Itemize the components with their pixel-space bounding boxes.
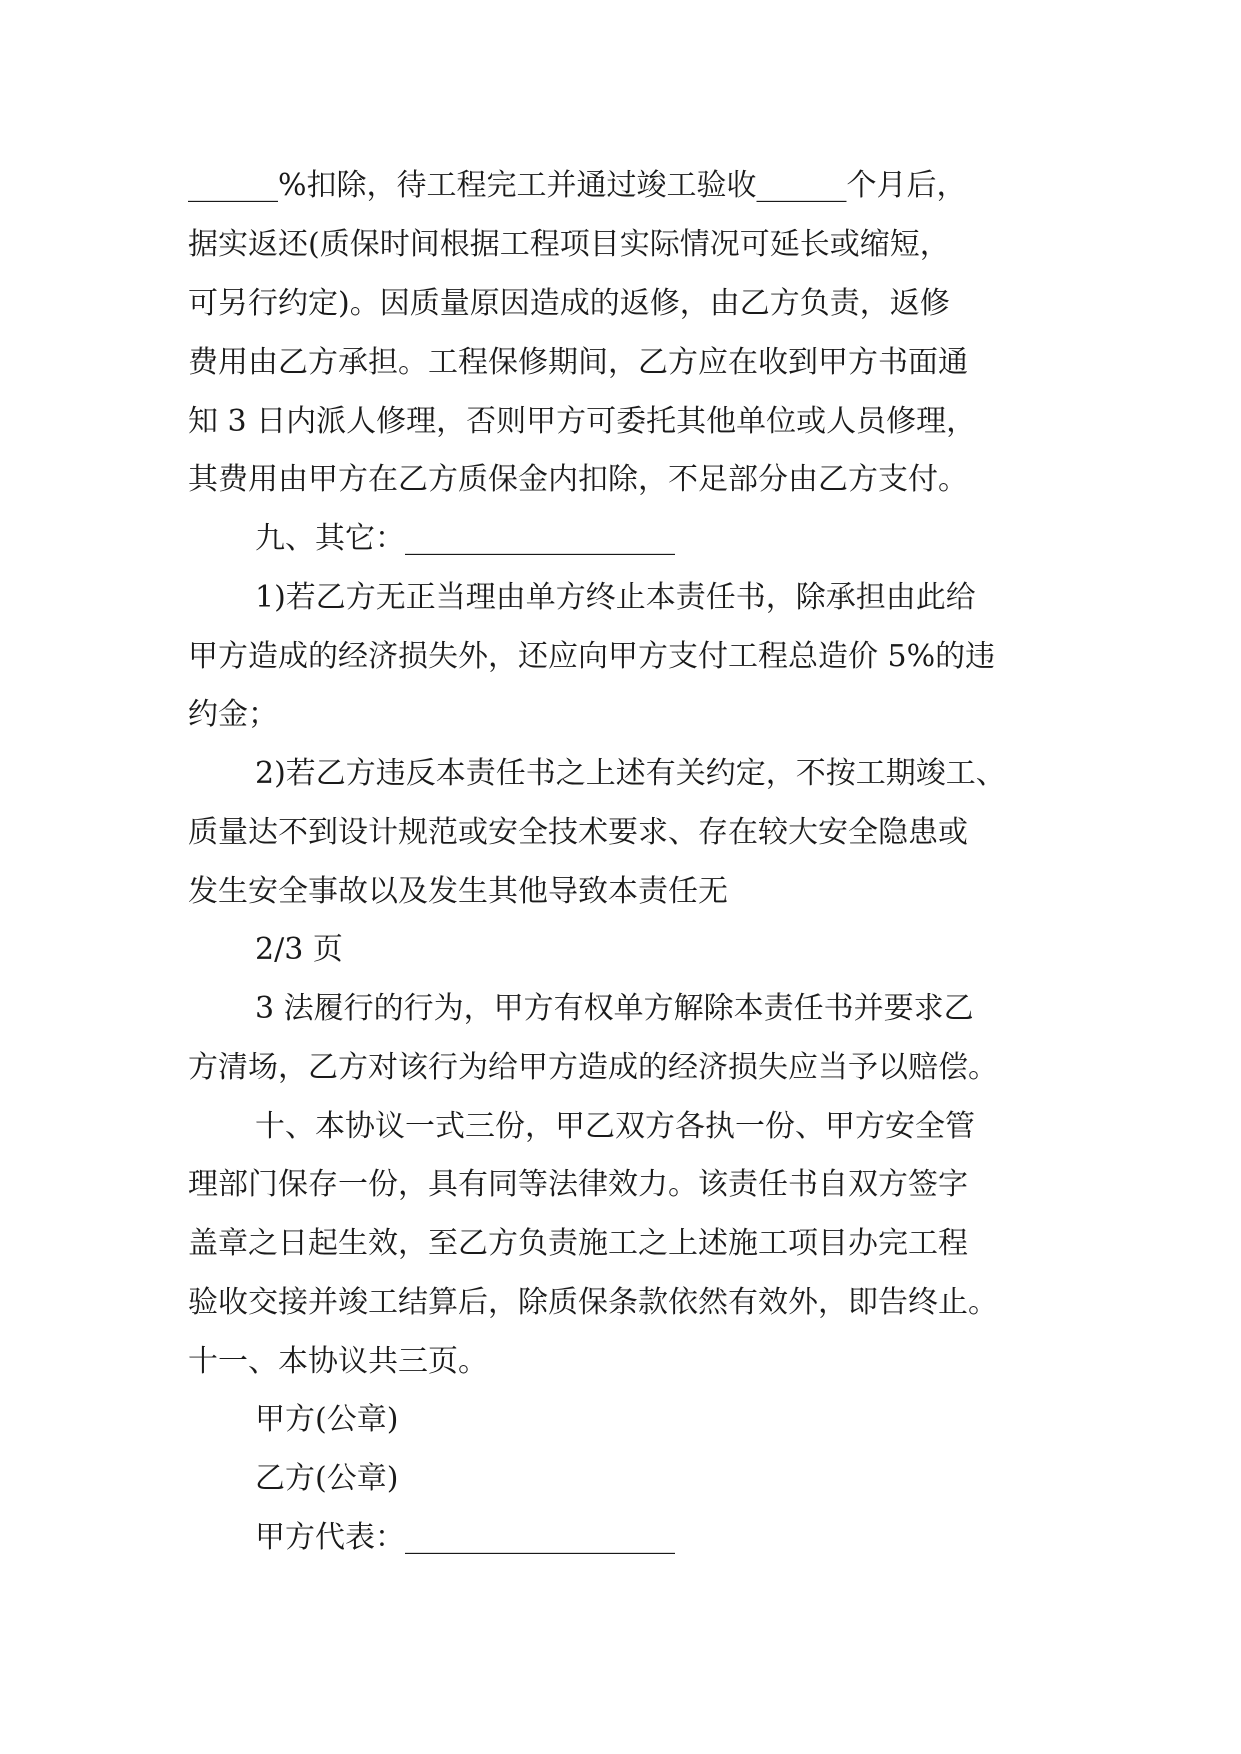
text-line: 验收交接并竣工结算后，除质保条款依然有效外，即告终止。 — [188, 1285, 998, 1320]
text-line: 质量达不到设计规范或安全技术要求、存在较大安全隐患或 — [188, 815, 968, 850]
text-line: 甲方造成的经济损失外，还应向甲方支付工程总造价 5%的违 — [188, 639, 996, 674]
text-line: 3 法履行的行为，甲方有权单方解除本责任书并要求乙 — [255, 991, 974, 1026]
clause-1: 1)若乙方无正当理由单方终止本责任书，除承担由此给 — [255, 580, 976, 615]
page-number: 2/3 页 — [255, 932, 343, 967]
section-ten: 十、本协议一式三份，甲乙双方各执一份、甲方安全管 — [255, 1109, 975, 1144]
party-b-seal: 乙方(公章) — [255, 1461, 399, 1496]
text-line: 方清场，乙方对该行为给甲方造成的经济损失应当予以赔偿。 — [188, 1050, 998, 1085]
section-heading-other: 九、其它：__________________ — [255, 521, 675, 556]
party-a-representative: 甲方代表：__________________ — [255, 1520, 675, 1555]
section-eleven: 十一、本协议共三页。 — [188, 1344, 488, 1379]
text-line: 发生安全事故以及发生其他导致本责任无 — [188, 874, 728, 909]
text-line: 其费用由甲方在乙方质保金内扣除，不足部分由乙方支付。 — [188, 462, 968, 497]
text-line: 费用由乙方承担。工程保修期间，乙方应在收到甲方书面通 — [188, 345, 968, 380]
text-line: 理部门保存一份，具有同等法律效力。该责任书自双方签字 — [188, 1167, 968, 1202]
text-line: 约金； — [188, 697, 278, 732]
text-line: 知 3 日内派人修理，否则甲方可委托其他单位或人员修理， — [188, 404, 977, 439]
text-line: ______%扣除，待工程完工并通过竣工验收______个月后， — [188, 168, 967, 203]
text-line: 可另行约定)。因质量原因造成的返修，由乙方负责，返修 — [188, 286, 950, 321]
clause-2: 2)若乙方违反本责任书之上述有关约定，不按工期竣工、 — [255, 756, 1006, 791]
text-line: 据实返还(质保时间根据工程项目实际情况可延长或缩短， — [188, 227, 950, 262]
party-a-seal: 甲方(公章) — [255, 1402, 399, 1437]
text-line: 盖章之日起生效，至乙方负责施工之上述施工项目办完工程 — [188, 1226, 968, 1261]
